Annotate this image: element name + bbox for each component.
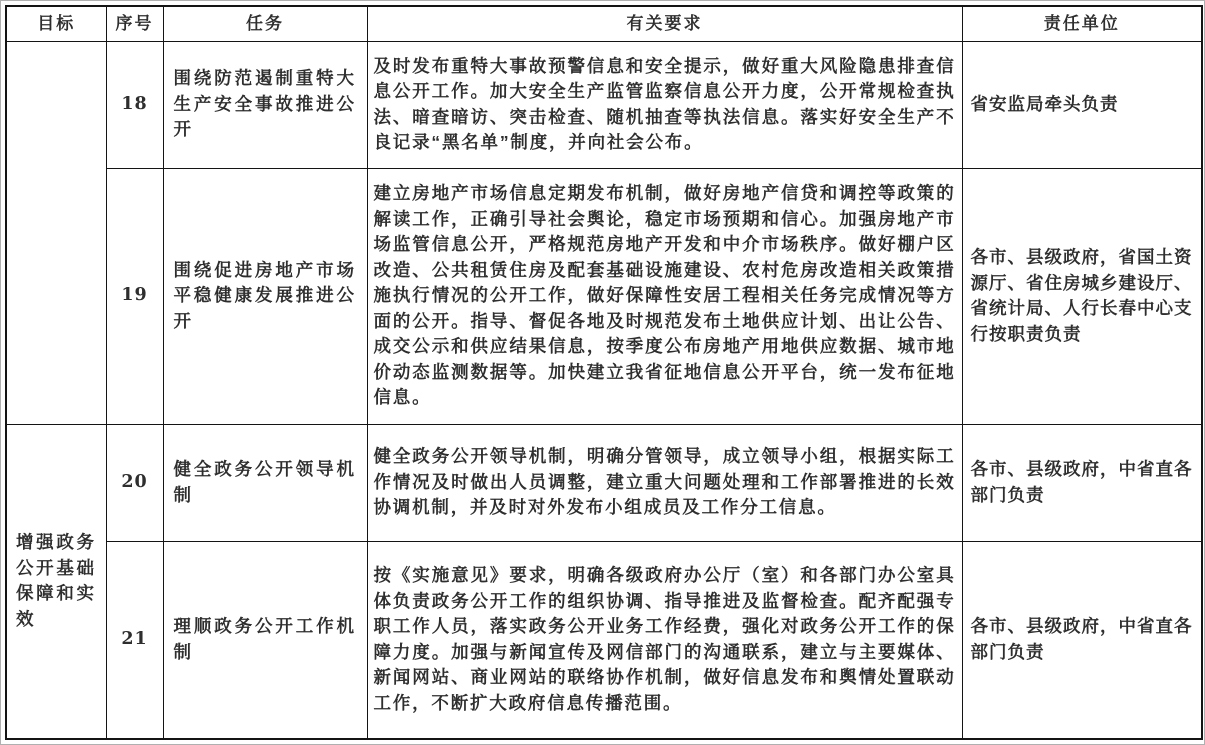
- row-20-task: 健全政务公开领导机制: [163, 424, 367, 541]
- row-21-task: 理顺政务公开工作机制: [163, 541, 367, 739]
- row-19-number: 19: [106, 168, 163, 424]
- tasks-table: [5, 5, 1203, 740]
- row-19-requirements: 建立房地产市场信息定期发布机制，做好房地产信贷和调控等政策的解读工作，正确引导社会舆论，稳定市场预期和信心。加强房地产市场监管信息公开，严格规范房地产开发和中介市场秩序。做好棚户区改造、公共租赁住房及配套基础设施建设、农村危房改造相关政策措施执行情况的公开工作，做好保障性安居工程相关任务完成情况等方面的公开。指导、督促各地及时规范发布土地供应计划、出让公告、成交公示和供应结果信息，按季度公布房地产用地供应数据、城市地价动态监测数据等。加快建立我省征地信息公开平台，统一发布征地信息。: [367, 168, 962, 424]
- row-21-number: 21: [106, 541, 163, 739]
- header-task: 任务: [163, 6, 367, 41]
- row-21-unit: 各市、县级政府，中省直各部门负责: [962, 541, 1202, 739]
- table-row: [6, 541, 1202, 739]
- header-requirements: 有关要求: [367, 6, 962, 41]
- goal-cell-rows-18-19: [6, 41, 106, 424]
- table-row: [6, 168, 1202, 424]
- row-21-requirements: 按《实施意见》要求，明确各级政府办公厅（室）和各部门办公室具体负责政务公开工作的组织协调、指导推进及监督检查。配齐配强专职工作人员，落实政务公开业务工作经费，强化对政务公开工作的保障力度。加强与新闻宣传及网信部门的沟通联系，建立与主要媒体、新闻网站、商业网站的联络协作机制，做好信息发布和舆情处置联动工作，不断扩大政府信息传播范围。: [367, 541, 962, 739]
- row-18-unit: 省安监局牵头负责: [962, 41, 1202, 168]
- row-19-task: 围绕促进房地产市场平稳健康发展推进公开: [163, 168, 367, 424]
- table-row: [6, 424, 1202, 541]
- row-19-unit: 各市、县级政府，省国土资源厅、省住房城乡建设厅、省统计局、人行长春中心支行按职责负责: [962, 168, 1202, 424]
- header-row: [6, 6, 1202, 41]
- row-18-task: 围绕防范遏制重特大生产安全事故推进公开: [163, 41, 367, 168]
- header-unit: 责任单位: [962, 6, 1202, 41]
- header-goal: 目标: [6, 6, 106, 41]
- goal-cell-rows-20-21: 增强政务公开基础保障和实效: [6, 424, 106, 739]
- row-20-number: 20: [106, 424, 163, 541]
- row-18-number: 18: [106, 41, 163, 168]
- row-20-requirements: 健全政务公开领导机制，明确分管领导，成立领导小组，根据实际工作情况及时做出人员调整，建立重大问题处理和工作部署推进的长效协调机制，并及时对外发布小组成员及工作分工信息。: [367, 424, 962, 541]
- row-18-requirements: 及时发布重特大事故预警信息和安全提示，做好重大风险隐患排查信息公开工作。加大安全生产监管监察信息公开力度，公开常规检查执法、暗查暗访、突击检查、随机抽查等执法信息。落实好安全生产不良记录“黑名单”制度，并向社会公布。: [367, 41, 962, 168]
- row-20-unit: 各市、县级政府，中省直各部门负责: [962, 424, 1202, 541]
- header-number: 序号: [106, 6, 163, 41]
- table-row: [6, 41, 1202, 168]
